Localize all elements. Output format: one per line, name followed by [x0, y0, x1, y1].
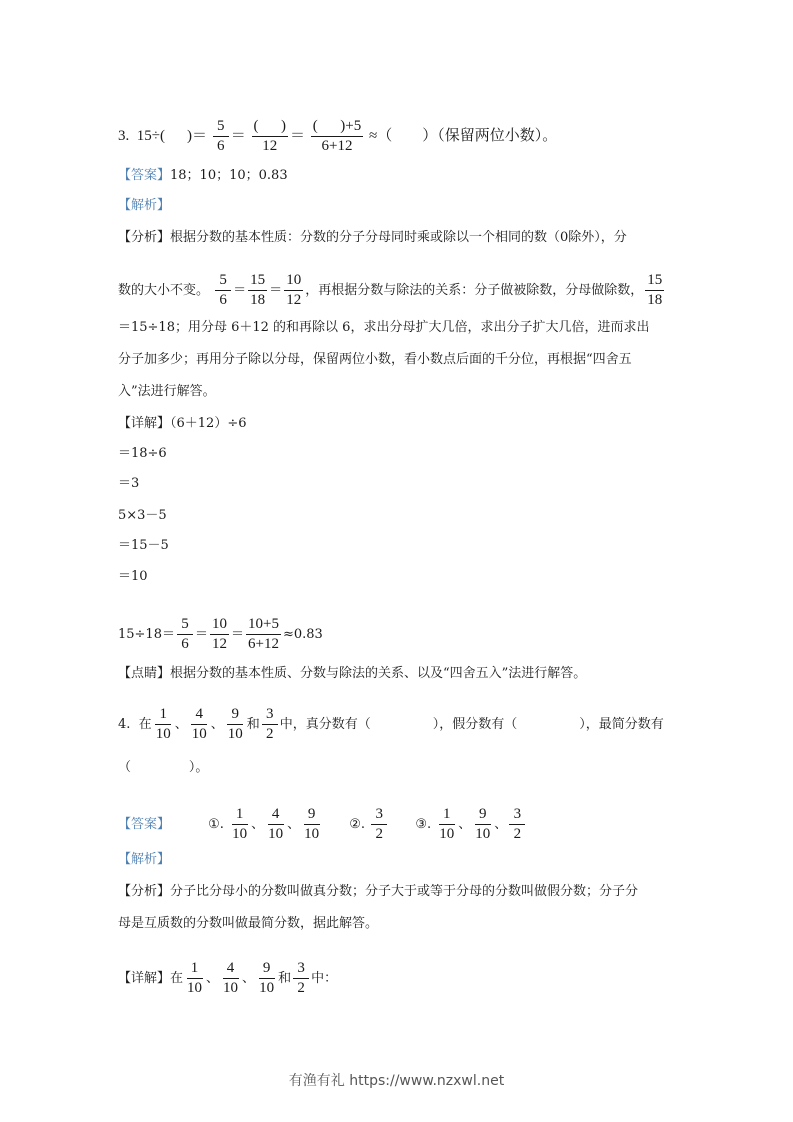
q4-answer: [118, 806, 549, 843]
q3-answer: [118, 166, 288, 186]
step: ＝3: [118, 476, 140, 491]
answer-text: 18；10；10；0.83: [170, 168, 288, 183]
fenxi-text: 分子加多少；再用分子除以分母，保留两位小数，看小数点后面的千分位，再根据“四舍五: [118, 352, 632, 367]
q3-fenxi-line3: [118, 318, 649, 338]
step: ＝15－5: [118, 538, 169, 553]
fraction: $\frac{5}{6}$: [215, 272, 231, 309]
fraction: $\frac{10}{12}$: [212, 616, 227, 652]
dianjing-label: 【点睛】: [118, 666, 171, 681]
answer-item-3: ③. $\frac{1}{10}$ 、 $\frac{9}{10}$ 、 $\frac{3}{2}$: [415, 806, 527, 843]
q4-xiangjie: 【详解】在 $\frac{1}{10}$ 、 $\frac{4}{10}$ 、 $\frac{9}{10}$ 和 $\frac{3}{2}$ 中：: [118, 960, 338, 996]
fenxi-text: ＝15÷18；用分母 6＋12 的和再除以 6，求出分母扩大几倍，求出分子扩大几倍，进而求出: [118, 320, 650, 335]
fraction: $\frac{9}{10}$: [227, 706, 243, 742]
fenxi-text: ，再根据分数与除法的关系：分子做被除数，分母做除数，: [305, 283, 644, 298]
fenxi-label: 【分析】: [118, 230, 171, 245]
fraction: $\frac{5}{6}$: [213, 118, 229, 155]
q3-number: 3.: [118, 127, 130, 144]
q4-stem-line2: （ ）。: [118, 760, 209, 775]
fraction: $\frac{10}{12}$: [286, 272, 302, 308]
q4-stem: 4. 在 $\frac{1}{10}$ 、 $\frac{4}{10}$ 、 $\frac{9}{10}$ 和 $\frac{3}{2}$ 中，真分数有（ ），假分数有（ ），最简分数有: [118, 706, 664, 742]
fraction: $\frac{3}{2}$: [293, 960, 309, 997]
q4-prefix: 在: [138, 717, 152, 732]
q3-tail: ）（保留两位小数）。: [422, 127, 558, 144]
dianjing-text: 根据分数的基本性质、分数与除法的关系、以及“四舍五入”法进行解答。: [170, 666, 587, 681]
fraction: $\frac{( )}{12}$: [253, 118, 286, 154]
q3-fenxi-line2: 数的大小不变。 $\frac{5}{6}$ ＝ $\frac{15}{18}$ ＝ $\frac{10}{12}$ ，再根据分数与除法的关系：分子做被除数，分母做除数， $\frac{15}{18}$: [118, 272, 663, 308]
fenxi-text: 入”法进行解答。: [118, 384, 216, 399]
answer-item-2: ②. $\frac{3}{2}$: [349, 806, 389, 843]
q3-approx: ≈（: [368, 127, 393, 144]
xiangjie-label: 【详解】: [118, 971, 171, 986]
q4-jiexi: [118, 850, 170, 870]
q3-dianjing: [118, 664, 586, 684]
q3-xiangjie: [118, 414, 247, 434]
q3-fenxi-line1: [118, 228, 627, 248]
step: （6＋12）÷6: [170, 416, 247, 431]
step: 5×3－5: [118, 508, 167, 523]
q3-fenxi-line4: [118, 350, 632, 370]
fraction: $\frac{1}{10}$: [187, 960, 203, 996]
answer-label: 【答案】: [118, 168, 171, 183]
q3-fenxi-line5: [118, 382, 216, 402]
q3-stem-prefix: 15÷(: [136, 127, 165, 144]
footer-watermark: 有渔有礼 https://www.nzxwl.net: [288, 1073, 505, 1089]
fenxi-text: 分子比分母小的分数叫做真分数；分子大于或等于分母的分数叫做假分数；分子分: [170, 884, 639, 899]
fraction: $\frac{10+5}{6+12}$: [248, 616, 279, 652]
fraction: $\frac{4}{10}$: [191, 706, 207, 742]
answer-label: 【答案】: [118, 817, 171, 832]
jiexi-label: 【解析】: [118, 198, 171, 213]
fenxi-label: 【分析】: [118, 884, 171, 899]
q3-stem-close: )＝: [186, 127, 207, 144]
fraction: $\frac{4}{10}$: [223, 960, 239, 996]
step: ＝18÷6: [118, 446, 167, 461]
fraction: $\frac{1}{10}$: [155, 706, 171, 742]
q3-final: 15÷18＝ $\frac{5}{6}$ ＝ $\frac{10}{12}$ ＝ $\frac{10+5}{6+12}$ ≈0.83: [118, 616, 323, 652]
fraction: $\frac{9}{10}$: [259, 960, 275, 996]
q3-stem: 3. 15÷( )＝ $\frac{5}{6}$ ＝ $\frac{( )}{12}$ ＝ $\frac{( )+5}{6+12}$ ≈（ ）（保留两位小数）。: [118, 118, 558, 154]
jiexi-label: 【解析】: [118, 852, 171, 867]
fraction: $\frac{( )+5}{6+12}$: [312, 118, 362, 154]
q4-number: 4.: [118, 717, 131, 732]
fraction: $\frac{15}{18}$: [647, 272, 663, 308]
fraction: $\frac{3}{2}$: [262, 706, 278, 743]
fenxi-text: 数的大小不变。: [118, 283, 210, 298]
fraction: $\frac{15}{18}$: [250, 272, 266, 308]
answer-item-1: ①. $\frac{1}{10}$ 、 $\frac{4}{10}$ 、 $\frac{9}{10}$: [208, 806, 320, 842]
q4-fenxi-line1: [118, 882, 638, 902]
fraction: $\frac{5}{6}$: [177, 616, 193, 653]
q3-jiexi: [118, 196, 170, 216]
step: ＝10: [118, 569, 148, 584]
final-prefix: 15÷18＝: [118, 627, 175, 642]
fenxi-text: 根据分数的基本性质：分数的分子分母同时乘或除以一个相同的数（0除外），分: [170, 230, 627, 245]
q4-fenxi-line2: 母是互质数的分数叫做最简分数，据此解答。: [118, 916, 379, 931]
xiangjie-label: 【详解】: [118, 416, 171, 431]
final-suffix: ≈0.83: [282, 627, 323, 642]
